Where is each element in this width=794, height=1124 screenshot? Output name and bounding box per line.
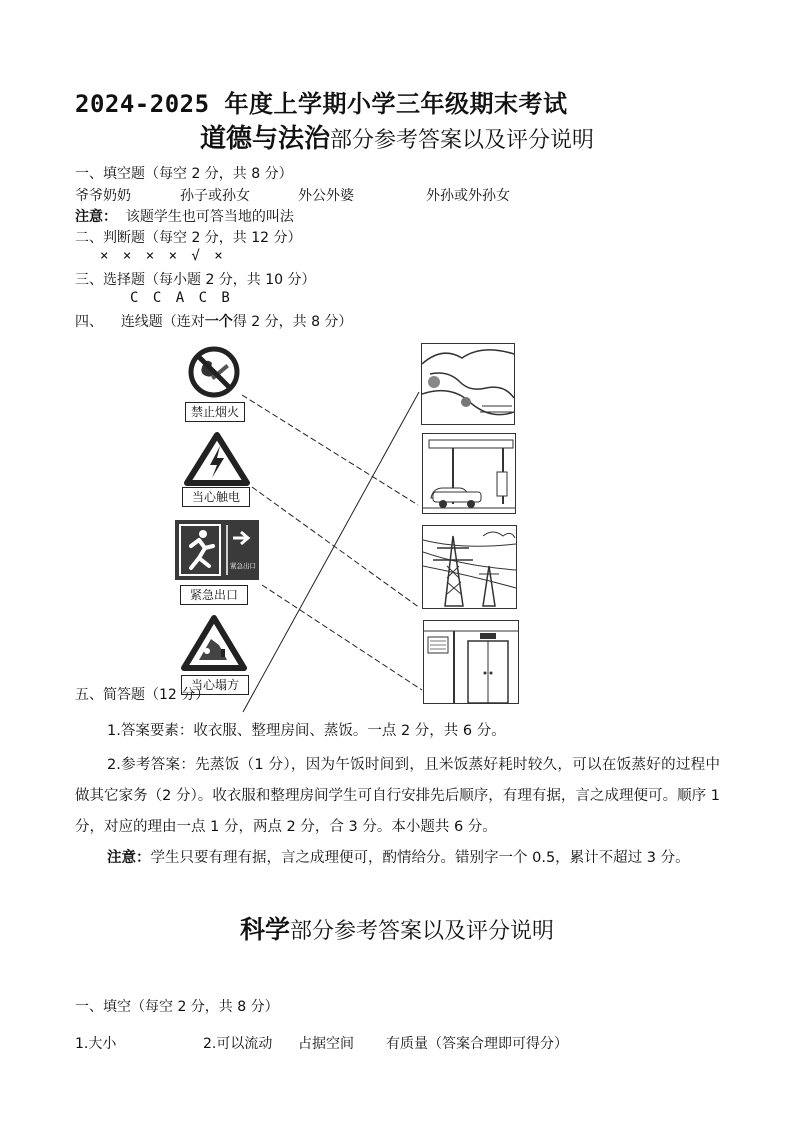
- sign-label-exit: 紧急出口: [180, 585, 248, 605]
- match-line-no-fire: [242, 395, 418, 505]
- s5-note-label: 注意：: [107, 850, 151, 866]
- morality-subject-name: 道德与法治: [199, 124, 330, 154]
- exit-small-text: 紧急出口: [230, 562, 256, 570]
- s4-heading-bold: 一个: [204, 314, 233, 330]
- match-line-landslide: [243, 392, 419, 712]
- s5-note-text: 学生只要有理有据，言之成理便可，酌情给分。错别字一个 0.5，累计不超过 3 分。: [150, 850, 690, 866]
- s2-answers: × × × × √ ×: [100, 248, 226, 264]
- s5-heading: 五、简答题（12 分）: [75, 687, 210, 703]
- science-s1-answer-1: 1.大小: [75, 1036, 117, 1052]
- s1-answer-3: 外公外婆: [298, 188, 354, 204]
- s5-p1: 1.答案要素：收衣服、整理房间、蒸饭。一点 2 分，共 6 分。: [107, 723, 506, 739]
- science-answer-title: [0, 910, 794, 946]
- s1-heading: 一、填空题（每空 2 分，共 8 分）: [75, 166, 293, 182]
- science-s1-answer-2: 2.可以流动: [203, 1036, 273, 1052]
- match-line-electric: [252, 487, 420, 608]
- s4-heading-prefix: 四、: [75, 314, 103, 330]
- s4-heading-text: 连线题（连对: [120, 314, 205, 330]
- sign-label-electric: 当心触电: [182, 487, 250, 507]
- s1-note-text: 该题学生也可答当地的叫法: [125, 209, 294, 225]
- s5-p2: 2.参考答案：先蒸饭（1 分），因为午饭时间到，且米饭蒸好耗时较久，可以在饭蒸好的过程中做其它家务（2 分）。收衣服和整理房间学生可自行安排先后顺序，有理有据，言之成理便可。顺序 1 分，对应的理由一点 1 分，两点 2 分，合 3 分。本小题共 6 分。: [75, 757, 720, 835]
- s1-answer-1: 爷爷奶奶: [75, 188, 131, 204]
- s5-note: [75, 843, 720, 874]
- exam-title: 2024-2025 年度上学期小学三年级期末考试: [75, 90, 568, 118]
- answer-title-rest: 部分参考答案以及评分说明: [330, 128, 595, 153]
- s3-heading: 三、选择题（每小题 2 分，共 10 分）: [75, 272, 316, 288]
- sign-label-no-fire: 禁止烟火: [185, 402, 245, 422]
- science-title-rest: 部分参考答案以及评分说明: [290, 919, 555, 944]
- s3-answers: C C A C B: [130, 290, 233, 306]
- science-s1-answer-4: 有质量（答案合理即可得分）: [386, 1036, 568, 1052]
- s1-answer-2: 孙子或孙女: [180, 188, 250, 204]
- s1-answer-4: 外孙或外孙女: [426, 188, 510, 204]
- s2-heading: 二、判断题（每空 2 分，共 12 分）: [75, 230, 302, 246]
- match-line-exit: [262, 585, 422, 690]
- science-s1-heading: 一、填空（每空 2 分，共 8 分）: [75, 999, 279, 1015]
- s1-note-label: 注意：: [75, 209, 117, 225]
- s4-heading-suffix: 得 2 分，共 8 分）: [232, 314, 353, 330]
- science-subject-name: 科学: [239, 915, 290, 944]
- science-s1-answer-3: 占据空间: [298, 1036, 354, 1052]
- sign-label-landslide: 当心塌方: [181, 675, 249, 695]
